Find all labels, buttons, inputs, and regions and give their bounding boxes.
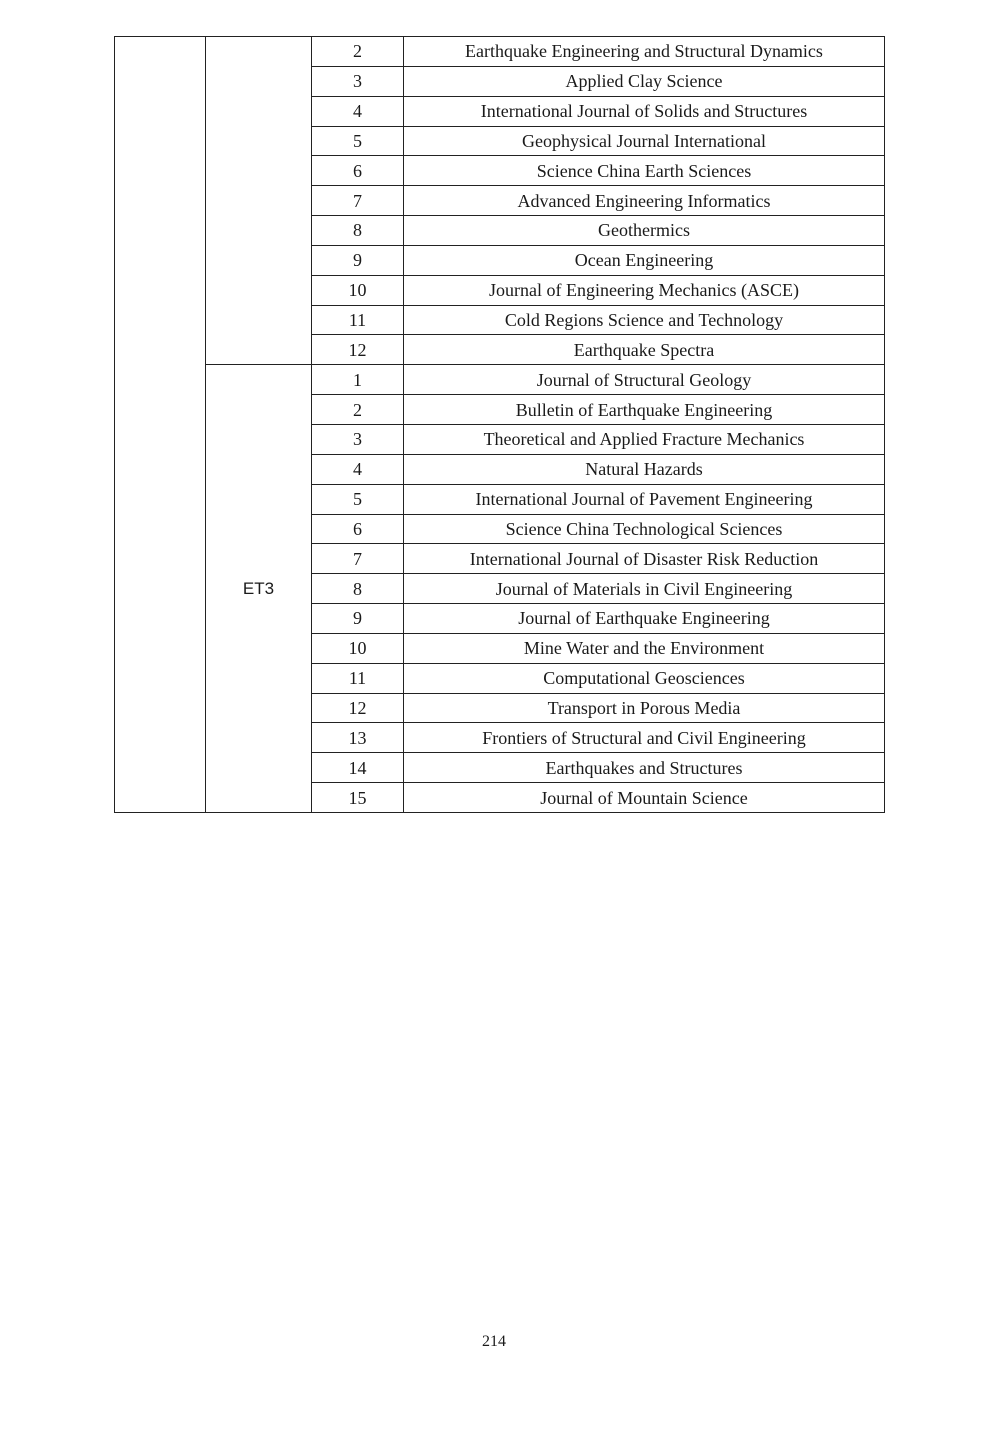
group-label-cell (206, 37, 312, 365)
rank-number-cell: 8 (312, 216, 404, 246)
journal-title-cell: Journal of Earthquake Engineering (404, 604, 885, 634)
rank-number-cell: 10 (312, 633, 404, 663)
journal-title-cell: Geothermics (404, 216, 885, 246)
rank-number-cell: 1 (312, 365, 404, 395)
rank-number-cell: 3 (312, 424, 404, 454)
journal-title-cell: International Journal of Disaster Risk Reduction (404, 544, 885, 574)
rank-number-cell: 14 (312, 753, 404, 783)
rank-number-cell: 11 (312, 663, 404, 693)
rank-number-cell: 12 (312, 693, 404, 723)
rank-number-cell: 2 (312, 395, 404, 425)
journal-title-cell: Transport in Porous Media (404, 693, 885, 723)
journal-title-cell: Computational Geosciences (404, 663, 885, 693)
rank-number-cell: 12 (312, 335, 404, 365)
rank-number-cell: 5 (312, 126, 404, 156)
table-row (115, 37, 885, 67)
rank-number-cell: 4 (312, 454, 404, 484)
rank-number-cell: 3 (312, 66, 404, 96)
rank-number-cell: 7 (312, 544, 404, 574)
rank-number-cell: 8 (312, 574, 404, 604)
journal-title-cell: Cold Regions Science and Technology (404, 305, 885, 335)
journal-table (114, 36, 885, 813)
journal-title-cell: Ocean Engineering (404, 245, 885, 275)
journal-title-cell: Geophysical Journal International (404, 126, 885, 156)
journal-title-cell: Journal of Structural Geology (404, 365, 885, 395)
journal-title-cell: Theoretical and Applied Fracture Mechanics (404, 424, 885, 454)
rank-number-cell: 13 (312, 723, 404, 753)
rank-number-cell: 11 (312, 305, 404, 335)
journal-title-cell: International Journal of Solids and Structures (404, 96, 885, 126)
rank-number-cell: 6 (312, 514, 404, 544)
group-label-cell: ET3 (206, 365, 312, 813)
journal-title-cell: Frontiers of Structural and Civil Engineering (404, 723, 885, 753)
journal-title-cell: Journal of Engineering Mechanics (ASCE) (404, 275, 885, 305)
journal-title-cell: Mine Water and the Environment (404, 633, 885, 663)
journal-title-cell: Earthquakes and Structures (404, 753, 885, 783)
rank-number-cell: 7 (312, 186, 404, 216)
table-row (115, 365, 885, 395)
table-body (115, 37, 885, 813)
journal-title-cell: Science China Earth Sciences (404, 156, 885, 186)
journal-title-cell: Bulletin of Earthquake Engineering (404, 395, 885, 425)
page-number: 214 (482, 1333, 506, 1350)
journal-title-cell: Advanced Engineering Informatics (404, 186, 885, 216)
journal-title-cell: Journal of Mountain Science (404, 783, 885, 813)
rank-number-cell: 15 (312, 783, 404, 813)
journal-title-cell: Earthquake Spectra (404, 335, 885, 365)
rank-number-cell: 2 (312, 37, 404, 67)
rank-number-cell: 4 (312, 96, 404, 126)
journal-title-cell: International Journal of Pavement Engineering (404, 484, 885, 514)
journal-title-cell: Journal of Materials in Civil Engineering (404, 574, 885, 604)
category-cell (115, 37, 206, 813)
rank-number-cell: 9 (312, 604, 404, 634)
journal-title-cell: Science China Technological Sciences (404, 514, 885, 544)
journal-title-cell: Earthquake Engineering and Structural Dynamics (404, 37, 885, 67)
rank-number-cell: 9 (312, 245, 404, 275)
rank-number-cell: 6 (312, 156, 404, 186)
journal-title-cell: Natural Hazards (404, 454, 885, 484)
rank-number-cell: 10 (312, 275, 404, 305)
rank-number-cell: 5 (312, 484, 404, 514)
journal-title-cell: Applied Clay Science (404, 66, 885, 96)
